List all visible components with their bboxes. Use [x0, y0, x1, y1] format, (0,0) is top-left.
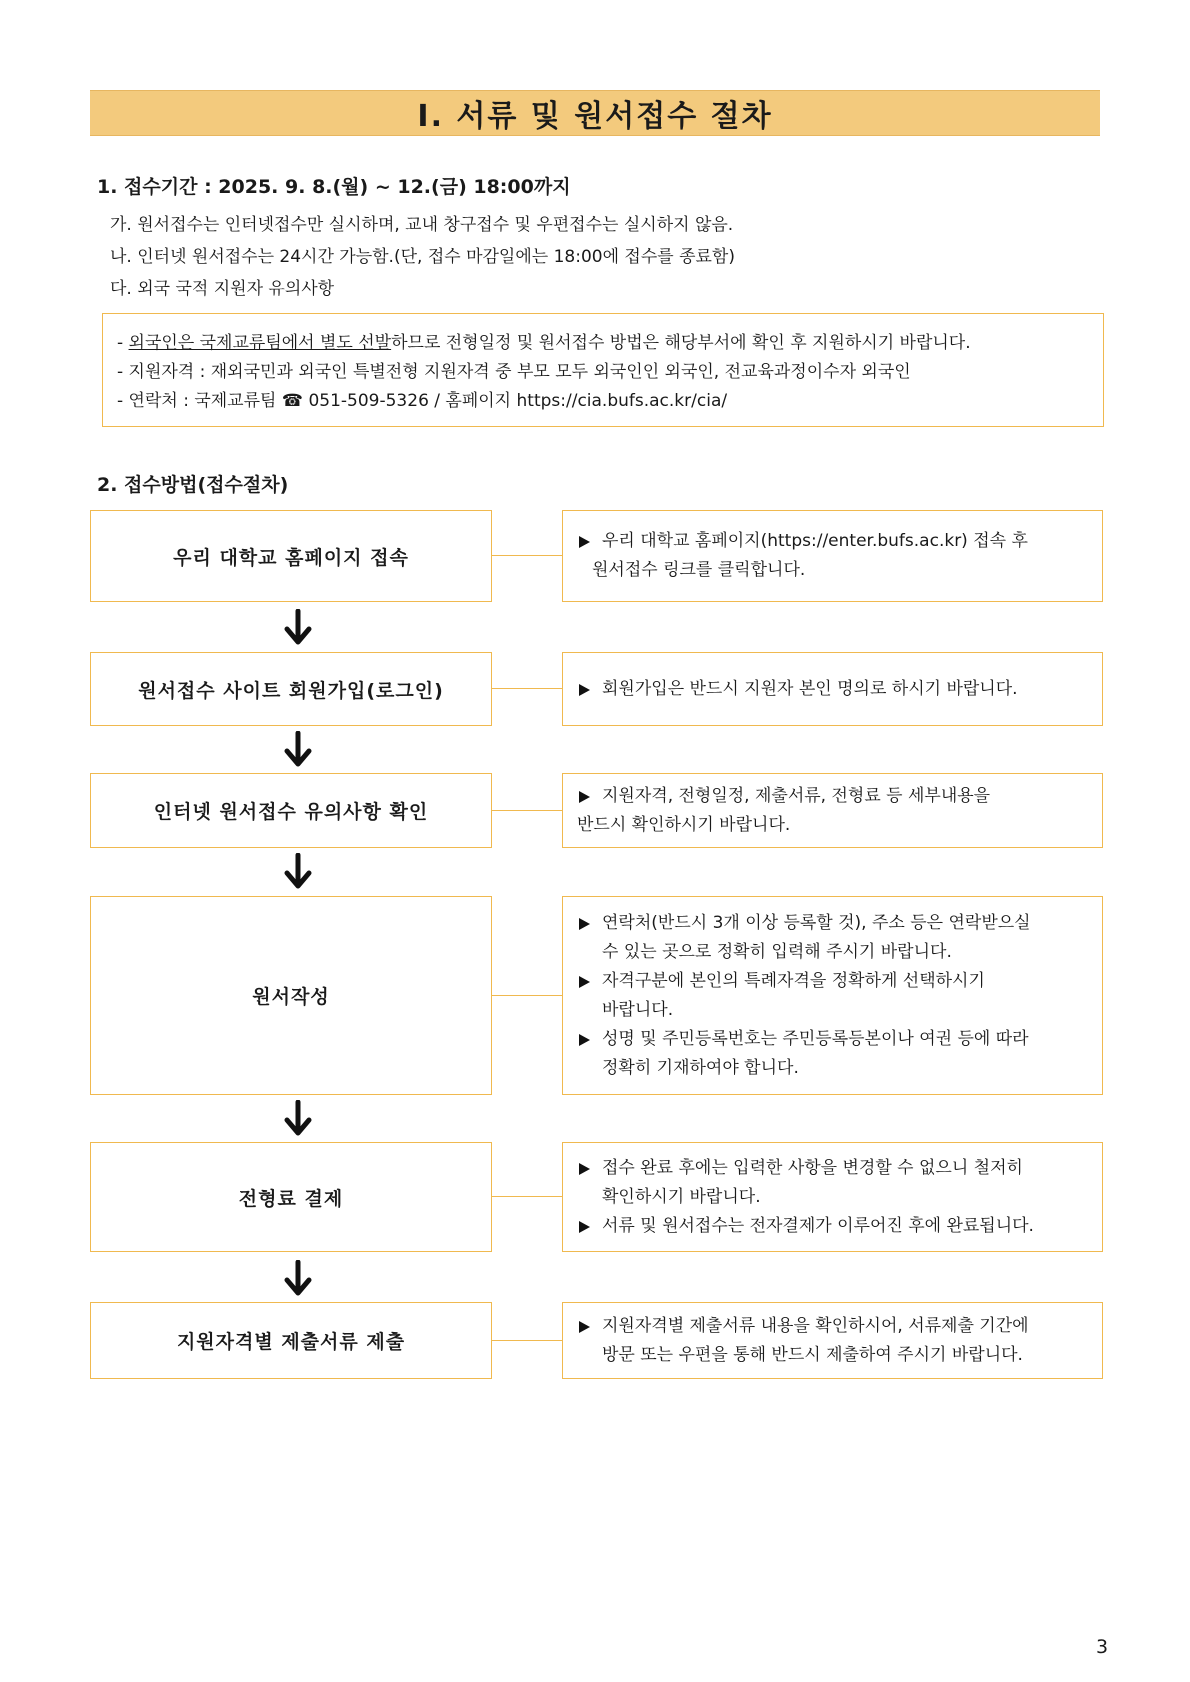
step-box-precautions: 인터넷 원서접수 유의사항 확인: [90, 773, 492, 848]
notice-contact-rest: 051-509-5326 / 홈페이지 https://cia.bufs.ac.kr/cia/: [303, 391, 728, 411]
bullet-text: 반드시 확인하시기 바랍니다.: [577, 814, 791, 835]
triangle-bullet-icon: [579, 1034, 590, 1046]
step-box-homepage: 우리 대학교 홈페이지 접속: [90, 510, 492, 602]
connector-line: [492, 555, 562, 556]
notice-line-contact: [117, 386, 727, 411]
notice-dash: -: [117, 333, 129, 353]
bullet-continuation: [577, 996, 1090, 1025]
notice-underlined-text: 외국인은 국제교류팀에서 별도 선발: [128, 333, 392, 353]
connector-line: [492, 688, 562, 689]
bullet-text: 방문 또는 우편을 통해 반드시 제출하여 주시기 바랍니다.: [602, 1344, 1023, 1365]
bullet-text: 연락처(반드시 3개 이상 등록할 것), 주소 등은 연락받으실: [602, 912, 1031, 933]
notice-line1-rest: 하므로 전형일정 및 원서접수 방법은 해당부서에 확인 후 지원하시기 바랍니다.: [391, 333, 971, 353]
triangle-bullet-icon: [579, 1321, 590, 1333]
bullet-continuation: [577, 1341, 1090, 1370]
bullet-item: [577, 1212, 1090, 1241]
step-desc-homepage: [562, 510, 1103, 602]
bullet-continuation: [577, 811, 1090, 840]
bullet-item: [577, 782, 1090, 811]
step-desc-documents: [562, 1302, 1103, 1379]
step-box-signup: 원서접수 사이트 회원가입(로그인): [90, 652, 492, 726]
bullet-continuation: [577, 1054, 1090, 1083]
section-title: Ⅰ. 서류 및 원서접수 절차: [90, 90, 1100, 136]
bullet-text: 접수 완료 후에는 입력한 사항을 변경할 수 없으니 철저히: [602, 1157, 1023, 1178]
bullet-text: 지원자격, 전형일정, 제출서류, 전형료 등 세부내용을: [602, 785, 991, 806]
notice-line-selection: [117, 328, 971, 353]
step-desc-signup: [562, 652, 1103, 726]
bullet-text: 우리 대학교 홈페이지(https://enter.bufs.ac.kr) 접속 후: [602, 531, 1028, 551]
triangle-bullet-icon: [579, 976, 590, 988]
notice-contact-prefix: - 연락처 : 국제교류팀: [117, 391, 282, 411]
step-box-documents: 지원자격별 제출서류 제출: [90, 1302, 492, 1379]
step-desc-application-form: [562, 896, 1103, 1095]
page-number: 3: [1096, 1636, 1109, 1658]
bullet-text: 정확히 기재하여야 합니다.: [602, 1057, 799, 1078]
bullet-continuation: [577, 938, 1090, 967]
step-box-application-form: 원서작성: [90, 896, 492, 1095]
bullet-text: 원서접수 링크를 클릭합니다.: [592, 560, 806, 580]
bullet-text: 바랍니다.: [602, 999, 674, 1020]
bullet-item: [577, 1154, 1090, 1183]
bullet-text: 회원가입은 반드시 지원자 본인 명의로 하시기 바랍니다.: [602, 678, 1018, 699]
triangle-bullet-icon: [579, 791, 590, 803]
notice-line-eligibility: - 지원자격 : 재외국민과 외국인 특별전형 지원자격 중 부모 모두 외국인인 외국인, 전교육과정이수자 외국인: [117, 362, 911, 382]
foreign-applicant-notice: [102, 313, 1104, 427]
bullet-item: [577, 1025, 1090, 1054]
step-desc-precautions: [562, 773, 1103, 848]
bullet-item: [577, 675, 1090, 704]
down-arrow-icon: [283, 1100, 313, 1138]
bullet-text: 성명 및 주민등록번호는 주민등록등본이나 여권 등에 따라: [602, 1028, 1029, 1049]
triangle-bullet-icon: [579, 684, 590, 696]
period-heading: 1. 접수기간 : 2025. 9. 8.(월) ~ 12.(금) 18:00까지: [97, 176, 571, 198]
bullet-text: 확인하시기 바랍니다.: [602, 1186, 761, 1207]
bullet-item: [577, 909, 1090, 938]
bullet-item: [577, 1312, 1090, 1341]
connector-line: [492, 1196, 562, 1197]
down-arrow-icon: [283, 609, 313, 647]
bullet-text: 서류 및 원서접수는 전자결제가 이루어진 후에 완료됩니다.: [602, 1215, 1034, 1236]
down-arrow-icon: [283, 1260, 313, 1298]
period-item-da: 다. 외국 국적 지원자 유의사항: [110, 279, 335, 299]
connector-line: [492, 1340, 562, 1341]
bullet-text: 자격구분에 본인의 특례자격을 정확하게 선택하시기: [602, 970, 985, 991]
triangle-bullet-icon: [579, 1221, 590, 1233]
bullet-item: [577, 527, 1090, 556]
bullet-item: [577, 967, 1090, 996]
triangle-bullet-icon: [579, 918, 590, 930]
bullet-text: 지원자격별 제출서류 내용을 확인하시어, 서류제출 기간에: [602, 1315, 1029, 1336]
bullet-text: 수 있는 곳으로 정확히 입력해 주시기 바랍니다.: [602, 941, 952, 962]
bullet-continuation: [577, 1183, 1090, 1212]
triangle-bullet-icon: [579, 1163, 590, 1175]
step-desc-payment: [562, 1142, 1103, 1252]
phone-icon: ☎: [281, 391, 304, 411]
bullet-continuation: [577, 556, 1090, 585]
triangle-bullet-icon: [579, 536, 590, 548]
down-arrow-icon: [283, 853, 313, 891]
step-box-payment: 전형료 결제: [90, 1142, 492, 1252]
period-item-ga: 가. 원서접수는 인터넷접수만 실시하며, 교내 창구접수 및 우편접수는 실시하지 않음.: [110, 215, 734, 235]
connector-line: [492, 995, 562, 996]
period-item-na: 나. 인터넷 원서접수는 24시간 가능함.(단, 접수 마감일에는 18:00에 접수를 종료함): [110, 247, 735, 267]
down-arrow-icon: [283, 731, 313, 769]
connector-line: [492, 810, 562, 811]
method-heading: 2. 접수방법(접수절차): [97, 474, 289, 496]
